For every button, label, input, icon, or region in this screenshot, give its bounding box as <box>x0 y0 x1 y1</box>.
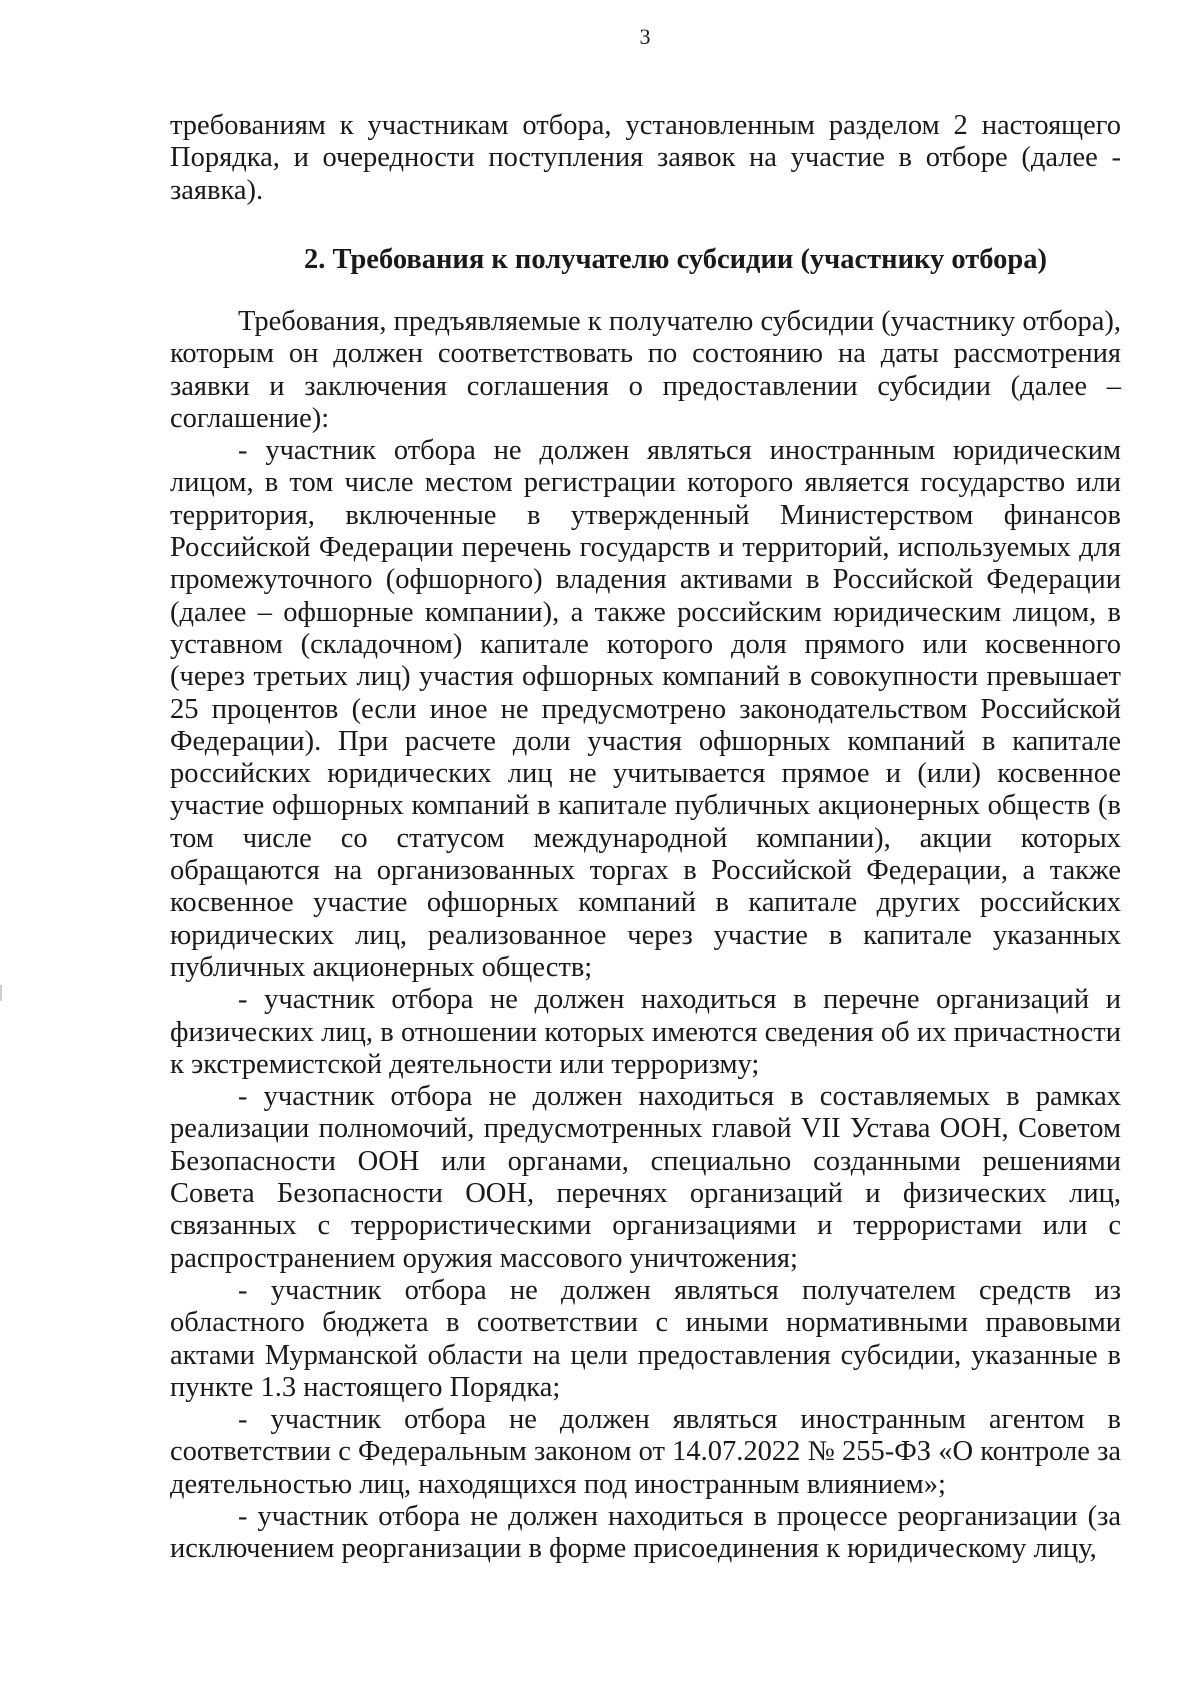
requirement-item: - участник отбора не должен находиться в перечне организаций и физических лиц, в отношении которых имеются сведения об их причастности к экстремистской деятельности или терроризму; <box>170 984 1121 1080</box>
section-lead-paragraph: Требования, предъявляемые к получателю субсидии (участнику отбора), которым он должен соответствовать по состоянию на даты рассмотрения заявки и заключения соглашения о предоставлении субсидии (далее – соглашение): <box>170 306 1121 434</box>
intro-paragraph-block <box>170 110 1121 207</box>
section-body <box>170 306 1121 1566</box>
requirement-item: - участник отбора не должен находиться в составляемых в рамках реализации полномочий, предусмотренных главой VII Устава ООН, Советом Безопасности ООН или органами, специально созданными решениями Совета Безопасности ООН, перечнях организаций и физических лиц, связанных с террористическими организациями и террористами или с распространением оружия массового уничтожения; <box>170 1081 1121 1274</box>
scan-margin-mark <box>0 985 2 1001</box>
page-number: 3 <box>639 24 651 49</box>
requirement-item: - участник отбора не должен являться иностранным юридическим лицом, в том числе местом регистрации которого является государство или территория, включенные в утвержденный Министерством финансов Российской Федерации перечень государств и территорий, используемых для промежуточного (офшорного) владения активами в Российской Федерации (далее – офшорные компании), а также российским юридическим лицом, в уставном (складочном) капитале которого доля прямого или косвенного (через третьих лиц) участия офшорных компаний в совокупности превышает 25 процентов (если иное не предусмотрено законодательством Российской Федерации). При расчете доли участия офшорных компаний в капитале российских юридических лиц не учитывается прямое и (или) косвенное участие офшорных компаний в капитале публичных акционерных обществ (в том числе со статусом международной компании), акции которых обращаются на организованных торгах в Российской Федерации, а также косвенное участие офшорных компаний в капитале других российских юридических лиц, реализованное через участие в капитале указанных публичных акционерных обществ; <box>170 435 1121 983</box>
requirement-item: - участник отбора не должен являться иностранным агентом в соответствии с Федеральным законом от 14.07.2022 № 255-ФЗ «О контроле за деятельностью лиц, находящихся под иностранным влиянием»; <box>170 1404 1121 1500</box>
requirement-item: - участник отбора не должен являться получателем средств из областного бюджета в соответствии с иными нормативными правовыми актами Мурманской области на цели предоставления субсидии, указанные в пункте 1.3 настоящего Порядка; <box>170 1274 1121 1403</box>
requirement-item: - участник отбора не должен находиться в процессе реорганизации (за исключением реорганизации в форме присоединения к юридическому лицу, <box>170 1500 1121 1565</box>
section-heading: 2. Требования к получателю субсидии (участнику отбора) <box>304 244 1047 275</box>
intro-paragraph: требованиям к участникам отбора, установленным разделом 2 настоящего Порядка, и очередности поступления заявок на участие в отборе (далее - заявка). <box>170 110 1121 206</box>
